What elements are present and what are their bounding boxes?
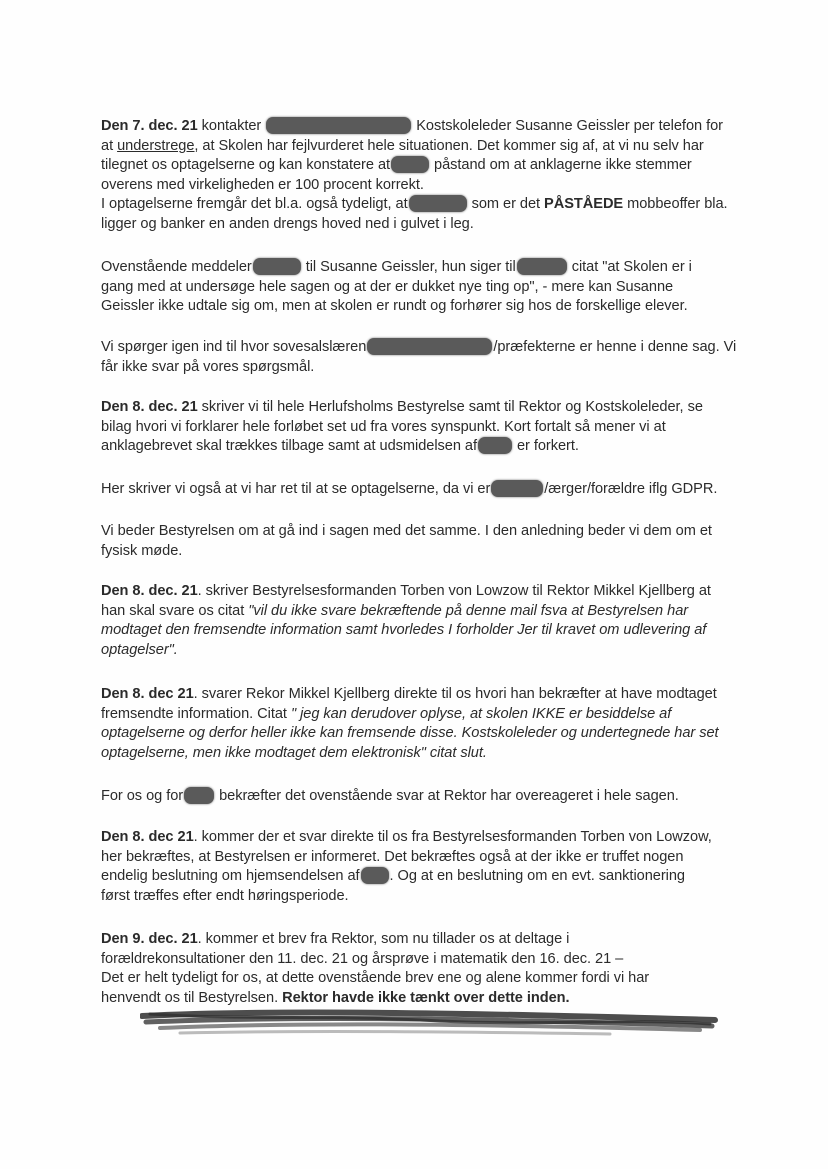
- date-label: Den 8. dec. 21: [101, 399, 198, 415]
- paragraph-dec-8-bestyrelse: Den 8. dec. 21 skriver vi til hele Herlufsholms Bestyrelse samt til Rektor og Kostskoleleder, se bilag hvori vi forklarer hele forløbet set ud fra vores synspunkt. Kort fortalt så mener vi at anklagebrevet skal trækkes tilbage samt at udsmidelsen af er forkert.: [101, 399, 703, 455]
- paragraph-overeageret: For os og for bekræfter det ovenstående svar at Rektor har overeageret i hele sagen.: [101, 788, 679, 804]
- paragraph-gdpr: Her skriver vi også at vi har ret til at se optagelserne, da vi er /ærger/forældre iflg GDPR.: [101, 481, 718, 497]
- paragraph-dec-8-torben: Den 8. dec. 21. skriver Bestyrelsesformanden Torben von Lowzow til Rektor Mikkel Kjellberg at han skal svare os citat "vil du ikke svare bekræftende på denne mail fsva at Bestyrelsen har modtaget den fremsendte information samt hvorledes I forholder Jer til kravet om udlevering af optagelser".: [101, 583, 711, 658]
- redaction-mark: [491, 480, 543, 497]
- redaction-mark: [266, 117, 411, 134]
- redaction-mark: [391, 156, 429, 173]
- redaction-mark: [367, 338, 492, 355]
- paragraph-sovesalslaeren: Vi spørger igen ind til hvor sovesalslæren /præfekterne er henne i denne sag. Vi får ikke svar på vores spørgsmål.: [101, 339, 737, 375]
- paragraph-dec-8-rektor-svar: Den 8. dec 21. svarer Rekor Mikkel Kjellberg direkte til os hvori han bekræfter at have modtaget fremsendte information. Citat " jeg kan derudover oplyse, at skolen IKKE er besiddelse af optagelserne og derfor heller ikke kan fremsende disse. Kostskoleleder og undertegnede har set optagelserne, men ikke modtaget dem elektronisk" citat slut.: [101, 686, 719, 761]
- redaction-mark: [184, 787, 214, 804]
- date-label: Den 9. dec. 21: [101, 931, 198, 947]
- paragraph-dec-9: Den 9. dec. 21. kommer et brev fra Rektor, som nu tillader os at deltage i forældrekonsultationer den 11. dec. 21 og årsprøve i matematik den 16. dec. 21 – Det er helt tydeligt for os, at dette ovenstående brev ene og alene kommer fordi vi har henvendt os til Bestyrelsen. Rektor havde ikke tænkt over dette inden.: [101, 931, 650, 1006]
- scribble-redaction: [140, 1006, 720, 1046]
- redaction-mark: [409, 195, 467, 212]
- date-label: Den 8. dec 21: [101, 829, 194, 845]
- redaction-mark: [478, 437, 512, 454]
- date-label: Den 7. dec. 21: [101, 118, 198, 134]
- redaction-mark: [517, 258, 567, 275]
- redaction-mark: [253, 258, 301, 275]
- date-label: Den 8. dec. 21: [101, 583, 198, 599]
- date-label: Den 8. dec 21: [101, 686, 194, 702]
- redaction-mark: [361, 867, 389, 884]
- paragraph-dec-8-torben-svar: Den 8. dec 21. kommer der et svar direkte til os fra Bestyrelsesformanden Torben von Lowzow, her bekræftes, at Bestyrelsen er informeret. Det bekræftes også at der ikke er truffet nogen endelig beslutning om hjemsendelsen af . Og at en beslutning om en evt. sanktionering først træffes efter endt høringsperiode.: [101, 829, 712, 904]
- paragraph-susanne-geissler: Ovenstående meddeler til Susanne Geissler, hun siger til citat "at Skolen er i gang med at undersøge hele sagen og at der er dukket nye ting op", - mere kan Susanne Geissler ikke udtale sig om, men at skolen er rundt og forhører sig hos de forskellige elever.: [101, 259, 692, 315]
- paragraph-fysisk-mode: Vi beder Bestyrelsen om at gå ind i sagen med det samme. I den anledning beder vi dem om et fysisk møde.: [101, 523, 712, 559]
- paragraph-dec-7: Den 7. dec. 21 kontakter Kostskoleleder Susanne Geissler per telefon for at understrege, at Skolen har fejlvurderet hele situationen. Det kommer sig af, at vi nu selv har tilegnet os optagelserne og kan konstatere at påstand om at anklagerne ikke stemmer overens med virkeligheden er 100 procent korrekt. I optagelserne fremgår det bl.a. også tydeligt, at som er det PÅSTÅEDE mobbeoffer bla. ligger og banker en anden drengs hoved ned i gulvet i leg.: [101, 118, 728, 232]
